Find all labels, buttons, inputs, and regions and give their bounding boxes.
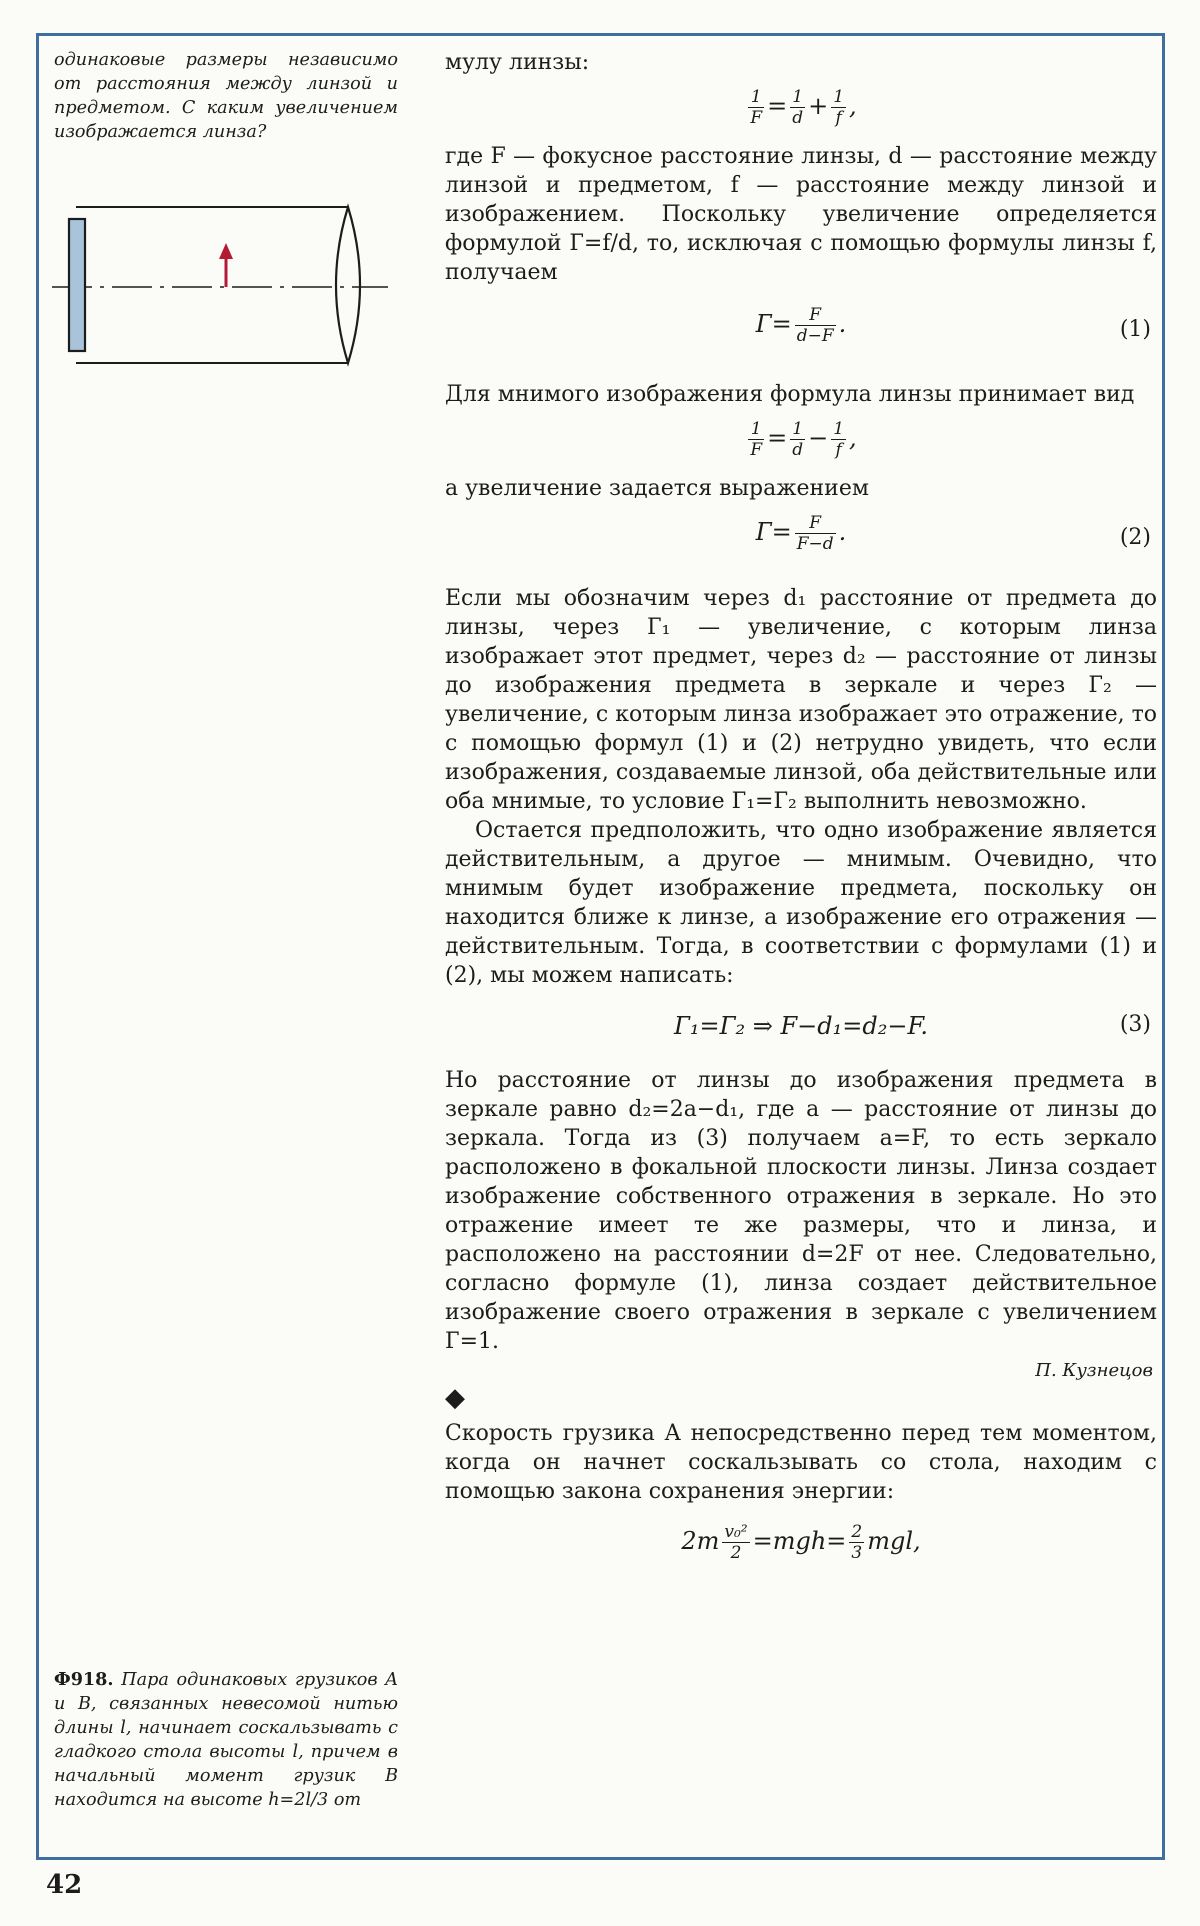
paragraph-magnification: а увеличение задается выражением (445, 476, 869, 501)
equation-lens: $\frac{1}{F}$ = $\frac{1}{d}$ + $\frac{1}{f}$ , (750, 87, 857, 128)
object-arrow-head (219, 243, 233, 259)
equation-1: Г= $\frac{F}{d-F}$ . (1) (755, 305, 1151, 346)
paragraph-remains: Остается предположить, что одно изображение является действительным, а другое — мнимым. Очевидно, что мнимым будет изображение предмета, поскольку он находится ближе к линзе, а изображение его отражения — действительным. Тогда, в соответствии с формулами (1) и (2), мы можем написать: (445, 818, 1157, 988)
equation-energy: 2m $\frac{\text{v₀²}}{2}$ =mgh= $\frac{2}{3}$ mgl, (681, 1522, 921, 1563)
paragraph-speed: Скорость грузика A непосредственно перед тем моментом, когда он начнет соскальзывать со стола, находим с помощью закона сохранения энергии: (445, 1421, 1157, 1504)
paragraph-virtual: Для мнимого изображения формула линзы принимает вид (445, 382, 1135, 407)
equation-number-1: (1) (1119, 317, 1151, 342)
problem-text: Пара одинаковых грузиков A и B, связанных невесомой нитью длины l, начинает соскальзывать с гладкого стола высоты l, причем в начальный момент грузик B находится на высоте h=2l/3 от (54, 1670, 399, 1810)
equation-number-3: (3) (1119, 1012, 1151, 1037)
equation-3: Г₁=Г₂ ⇒ F−d₁=d₂−F. (3) (674, 1012, 1151, 1040)
paragraph-but: Но расстояние от линзы до изображения предмета в зеркале равно d₂=2a−d₁, где a — расстояние от линзы до зеркала. Тогда из (3) получаем a=F, то есть зеркало расположено в фокальной плоскости линзы. Линза создает изображение собственного отражения в зеркале. Но это отражение имеет те же размеры, что и линза, и расположено на расстоянии d=2F от нее. Следовательно, согласно формуле (1), линза создает действительное изображение своего отражения в зеркале с увеличением Г=1. (445, 1068, 1157, 1354)
paragraph-if: Если мы обозначим через d₁ расстояние от предмета до линзы, через Г₁ — увеличение, с которым линза изображает этот предмет, через d₂ — расстояние от линзы до изображения предмета в зеркале и через Г₂ — увеличение, с которым линза изображает это отражение, то с помощью формул (1) и (2) нетрудно увидеть, что если изображения, создаваемые линзой, оба действительные или оба мнимые, то условие Г₁=Г₂ выполнить невозможно. (445, 586, 1157, 814)
main-column (445, 48, 1157, 1563)
equation-2: Г= $\frac{F}{F-d}$ . (2) (755, 513, 1151, 554)
equation-lens-virtual: $\frac{1}{F}$ = $\frac{1}{d}$ − $\frac{1}{f}$ , (750, 419, 857, 460)
sidebar (54, 48, 398, 144)
author-signature: П. Кузнецов (1035, 1360, 1153, 1381)
problem-id: Ф918. (54, 1669, 114, 1690)
paragraph-lead: мулу линзы: (445, 50, 590, 75)
mirror (69, 219, 85, 351)
page-number: 42 (46, 1870, 83, 1900)
lens (336, 207, 360, 363)
equation-number-2: (2) (1119, 525, 1151, 550)
problem-918 (54, 1668, 398, 1812)
diamond-separator: ◆ (445, 1383, 465, 1413)
paragraph-where: где F — фокусное расстояние линзы, d — расстояние между линзой и предметом, f — расстояние между линзой и изображением. Поскольку увеличение определяется формулой Г=f/d, то, исключая с помощью формулы линзы f, получаем (445, 144, 1157, 285)
sidebar-question-tail: одинаковые размеры независимо от расстояния между линзой и предметом. С каким увеличением изображается линза? (54, 50, 398, 142)
lens-mirror-figure (52, 195, 402, 375)
